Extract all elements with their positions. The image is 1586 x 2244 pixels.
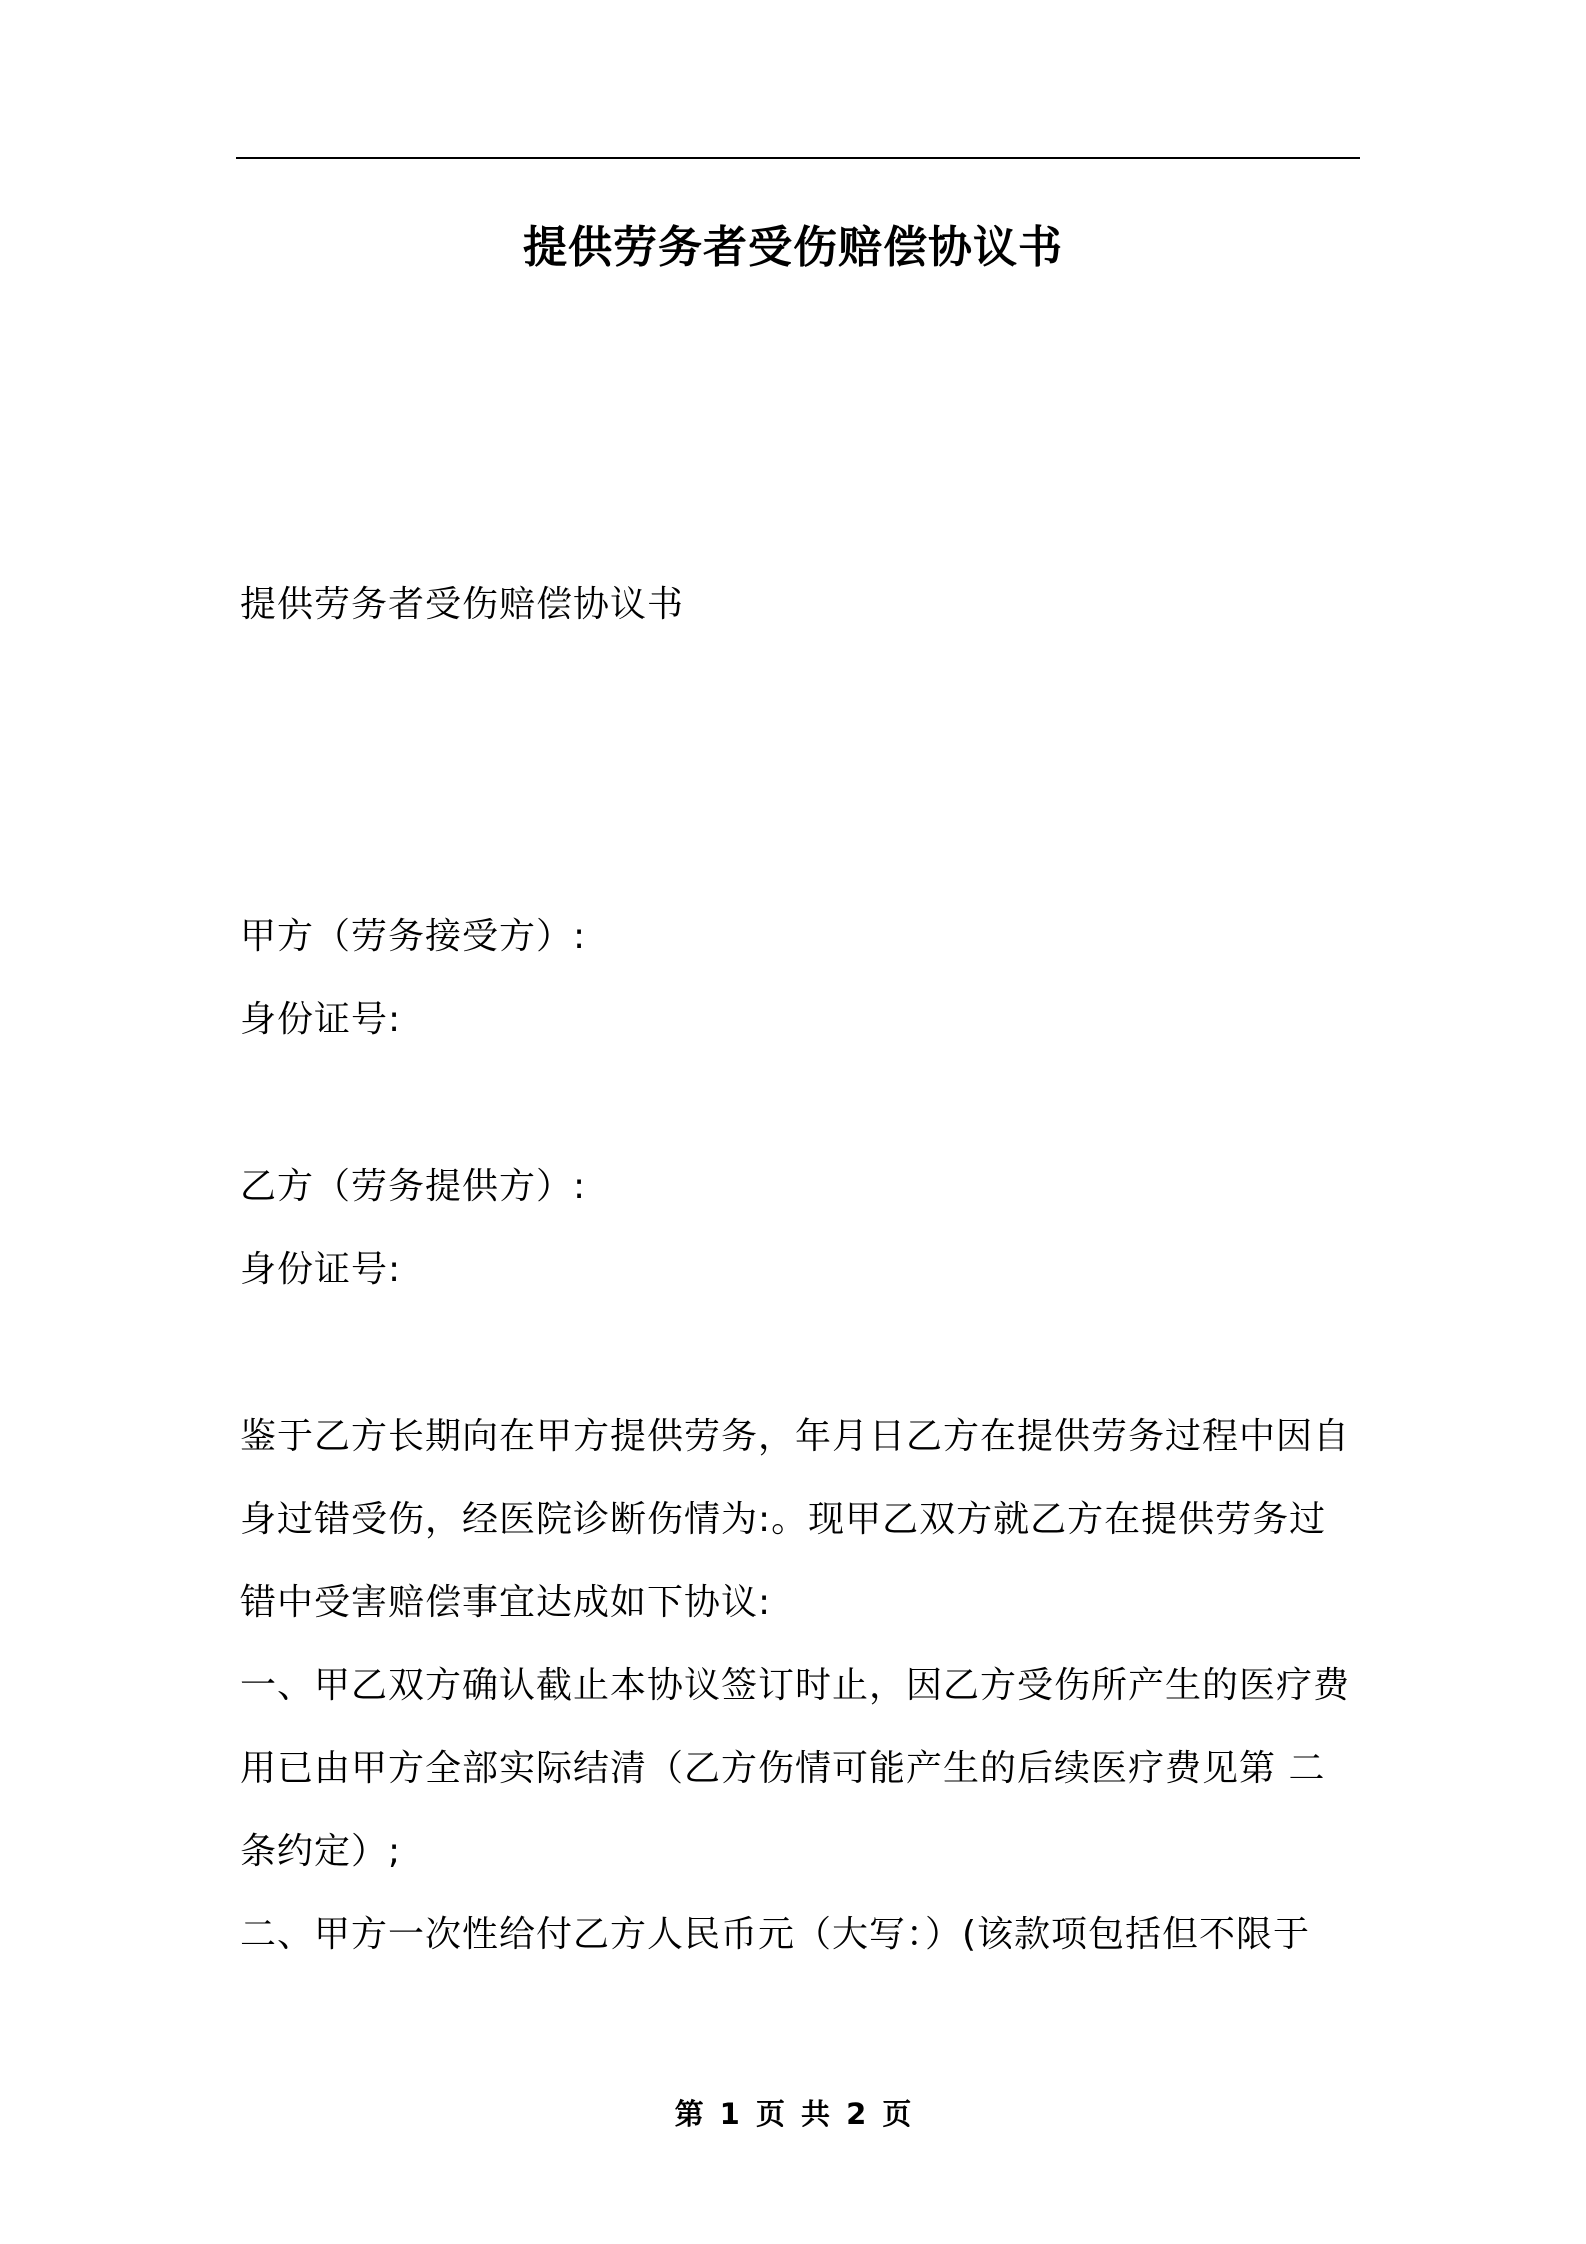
party-a-id-label: 身份证号: (240, 999, 402, 1040)
document-subtitle: 提供劳务者受伤赔偿协议书 (240, 584, 685, 625)
header-rule (236, 157, 1360, 159)
page-title: 提供劳务者受伤赔偿协议书 (523, 222, 1063, 273)
party-b-id-label: 身份证号: (240, 1249, 402, 1290)
body-line-3: 错中受害赔偿事宜达成如下协议: (240, 1582, 772, 1623)
body-line-2: 身过错受伤，经医院诊断伤情为:。现甲乙双方就乙方在提供劳务过 (240, 1499, 1327, 1540)
body-line-5: 用已由甲方全部实际结清（乙方伤情可能产生的后续医疗费见第 二 (240, 1748, 1326, 1789)
party-b-label: 乙方（劳务提供方）: (240, 1166, 587, 1207)
body-line-1: 鉴于乙方长期向在甲方提供劳务，年月日乙方在提供劳务过程中因自 (240, 1416, 1351, 1457)
body-line-6: 条约定）; (240, 1831, 402, 1872)
page-number-footer: 第 1 页 共 2 页 (674, 2097, 912, 2131)
body-line-4: 一、甲乙双方确认截止本协议签订时止，因乙方受伤所产生的医疗费 (240, 1665, 1351, 1706)
party-a-label: 甲方（劳务接受方）: (240, 916, 587, 957)
body-line-7: 二、甲方一次性给付乙方人民币元（大写：）(该款项包括但不限于 (240, 1914, 1311, 1955)
